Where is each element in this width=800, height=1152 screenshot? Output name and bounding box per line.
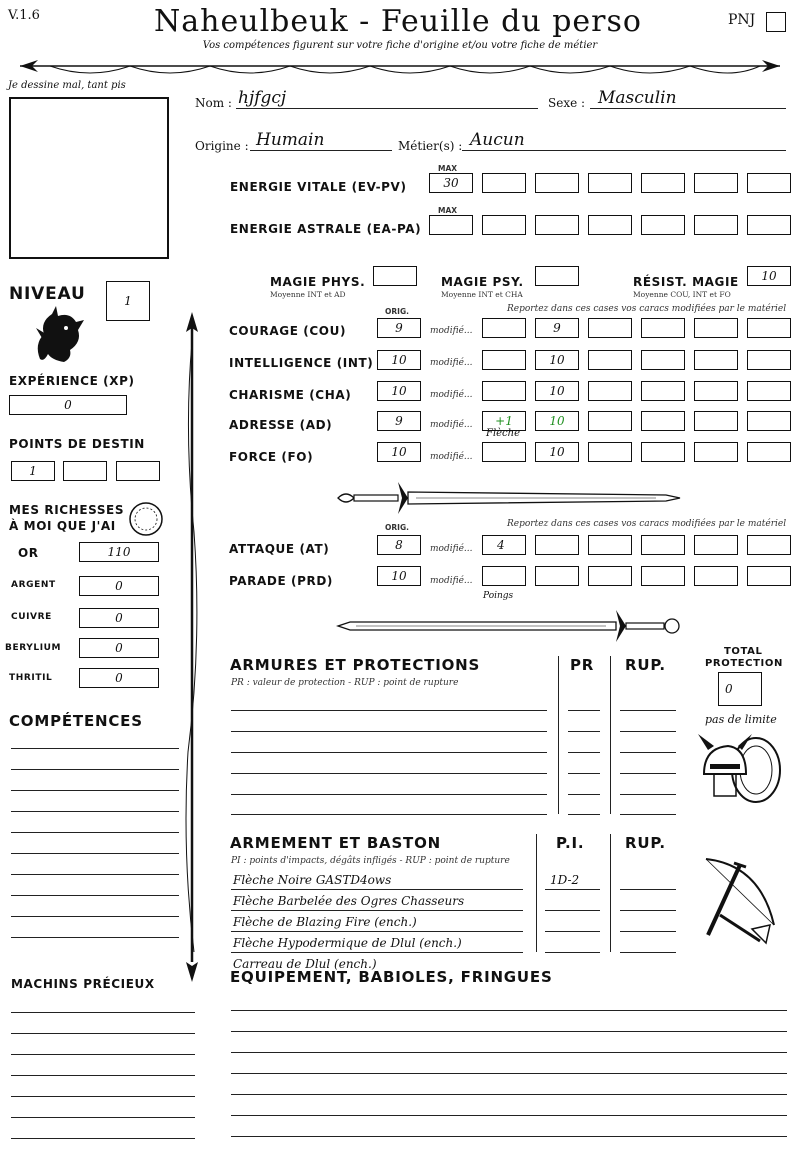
magie-phys-box[interactable] (373, 266, 417, 286)
page-title: Naheulbeuk - Feuille du perso (154, 4, 642, 39)
stat-mod-int-5[interactable] (694, 350, 738, 370)
metier-underline (462, 150, 786, 151)
weapon-pi[interactable]: 1D-2 (550, 873, 580, 887)
stat-mod-ad-note: Flèche (486, 428, 521, 439)
ev-max-box[interactable]: 30 (429, 173, 473, 193)
armures-note: PR : valeur de protection - RUP : point de rupture (231, 678, 459, 688)
sexe-underline (590, 108, 786, 109)
ev-box-6[interactable] (694, 173, 738, 193)
stats-report-note: Reportez dans ces cases vos caracs modifiées par le matériel (507, 304, 787, 314)
ea-box-4[interactable] (588, 215, 632, 235)
weapon-line (231, 952, 523, 953)
armures-pr-line (568, 794, 600, 795)
combat-mod-at-6[interactable] (747, 535, 791, 555)
stat-mod-ad-6[interactable] (747, 411, 791, 431)
richesses-label-1: MES RICHESSES (9, 503, 125, 517)
weapon-rup-line (620, 952, 676, 953)
stat-mod-cou-2[interactable]: 9 (535, 318, 579, 338)
stat-mod-int-1[interactable] (482, 350, 526, 370)
armures-rup-line (620, 814, 676, 815)
nom-underline (236, 108, 538, 109)
wealth-name-argent: ARGENT (11, 580, 56, 590)
equipment-line (231, 1010, 787, 1011)
armement-title: ARMEMENT ET BASTON (230, 834, 441, 852)
destin-box-1[interactable]: 1 (11, 461, 55, 481)
nom-value[interactable]: hjfgcj (238, 88, 287, 108)
destin-label: POINTS DE DESTIN (9, 437, 145, 451)
stat-modif-label: modifié... (430, 326, 473, 336)
armures-pr-label: PR (570, 656, 595, 674)
stat-mod-ad-4[interactable] (641, 411, 685, 431)
competences-title: COMPÉTENCES (9, 712, 143, 730)
weapon-name[interactable]: Flèche Hypodermique de Dlul (ench.) (233, 936, 462, 950)
ev-max-label: MAX (438, 164, 458, 173)
combat-modif-label: modifié... (430, 544, 473, 554)
weapon-pi-line (545, 931, 600, 932)
resist-magie-note: Moyenne COU, INT et FO (633, 290, 731, 299)
stat-label-cou: COURAGE (COU) (229, 324, 347, 338)
stat-mod-cha-4[interactable] (641, 381, 685, 401)
destin-box-2[interactable] (63, 461, 107, 481)
spear-icon (180, 312, 204, 982)
origine-label: Origine : (195, 139, 249, 153)
stats-orig-label: ORIG. (385, 307, 409, 316)
combat-mod-at-2[interactable] (535, 535, 579, 555)
armures-rup-line (620, 773, 676, 774)
skill-line (11, 790, 179, 791)
stat-mod-cha-3[interactable] (588, 381, 632, 401)
vine-divider (10, 54, 790, 80)
portrait-caption: Je dessine mal, tant pis (8, 80, 126, 91)
xp-label: EXPÉRIENCE (XP) (9, 374, 135, 388)
magie-phys-label: MAGIE PHYS. (270, 275, 366, 289)
combat-mod-prd-1[interactable] (482, 566, 526, 586)
stat-mod-cou-1[interactable] (482, 318, 526, 338)
armures-line (231, 731, 547, 732)
combat-report-note: Reportez dans ces cases vos caracs modifiées par le matériel (507, 519, 787, 529)
stat-mod-int-3[interactable] (588, 350, 632, 370)
pnj-label: PNJ (728, 12, 756, 28)
armures-line (231, 710, 547, 711)
weapon-pi-line (545, 889, 600, 890)
skill-line (11, 916, 179, 917)
niveau-box[interactable]: 1 (106, 281, 150, 321)
weapon-line (231, 910, 523, 911)
sexe-value[interactable]: Masculin (598, 88, 677, 108)
stat-mod-ad-1[interactable]: +1 (482, 411, 526, 431)
stat-mod-ad-5[interactable] (694, 411, 738, 431)
weapons-crossed-icon (690, 855, 790, 947)
armures-title: ARMURES ET PROTECTIONS (230, 656, 481, 674)
weapon-pi-line (545, 952, 600, 953)
stat-mod-ad-3[interactable] (588, 411, 632, 431)
machins-precieux-title: MACHINS PRÉCIEUX (11, 977, 155, 991)
stat-mod-cou-5[interactable] (694, 318, 738, 338)
armures-line (231, 794, 547, 795)
combat-mod-at-1[interactable]: 4 (482, 535, 526, 555)
wealth-box-or[interactable]: 110 (79, 542, 159, 562)
richesses-label-2: À MOI QUE J'AI (9, 519, 116, 533)
total-protection-label-1: TOTAL (724, 646, 763, 657)
treasure-line (11, 1075, 195, 1076)
equipement-title: EQUIPEMENT, BABIOLES, FRINGUES (230, 968, 553, 986)
equipment-line (231, 1073, 787, 1074)
wealth-box-argent[interactable]: 0 (79, 576, 159, 596)
helmet-shield-icon (694, 724, 786, 812)
treasure-line (11, 1054, 195, 1055)
version-label: V.1.6 (8, 8, 40, 23)
xp-box[interactable]: 0 (9, 395, 127, 415)
weapon-line (231, 889, 523, 890)
stat-modif-label: modifié... (430, 420, 473, 430)
stat-label-int: INTELLIGENCE (INT) (229, 356, 374, 370)
ea-label: ENERGIE ASTRALE (EA-PA) (230, 222, 422, 236)
armures-rup-line (620, 752, 676, 753)
stat-modif-label: modifié... (430, 358, 473, 368)
magie-phys-note: Moyenne INT et AD (270, 290, 346, 299)
skill-line (11, 748, 179, 749)
treasure-line (11, 1012, 195, 1013)
skill-line (11, 769, 179, 770)
weapon-rup-line (620, 910, 676, 911)
stat-orig-int[interactable]: 10 (377, 350, 421, 370)
magie-psy-label: MAGIE PSY. (441, 275, 524, 289)
armures-line (231, 752, 547, 753)
weapon-rup-line (620, 931, 676, 932)
treasure-line (11, 1138, 195, 1139)
stat-mod-cha-1[interactable] (482, 381, 526, 401)
stat-label-fo: FORCE (FO) (229, 450, 314, 464)
stat-mod-fo-6[interactable] (747, 442, 791, 462)
skill-line (11, 853, 179, 854)
combat-mod-prd-4[interactable] (641, 566, 685, 586)
skill-line (11, 811, 179, 812)
wealth-box-berylium[interactable]: 0 (79, 638, 159, 658)
skill-line (11, 937, 179, 938)
stat-mod-fo-3[interactable] (588, 442, 632, 462)
armement-col-divider (610, 834, 611, 952)
combat-mod-at-5[interactable] (694, 535, 738, 555)
ev-box-7[interactable] (747, 173, 791, 193)
armement-note: PI : points d'impacts, dégâts infligés - RUP : point de rupture (231, 856, 510, 866)
treasure-line (11, 1096, 195, 1097)
armement-pi-label: P.I. (556, 834, 585, 852)
ea-max-label: MAX (438, 206, 458, 215)
skill-line (11, 895, 179, 896)
stat-mod-int-6[interactable] (747, 350, 791, 370)
combat-orig-prd[interactable]: 10 (377, 566, 421, 586)
wealth-box-cuivre[interactable]: 0 (79, 608, 159, 628)
combat-label-at: ATTAQUE (AT) (229, 542, 330, 556)
total-protection-box[interactable]: 0 (718, 672, 762, 706)
combat-mod-at-3[interactable] (588, 535, 632, 555)
weapon-pi-line (545, 910, 600, 911)
stat-mod-fo-5[interactable] (694, 442, 738, 462)
stat-orig-cha[interactable]: 10 (377, 381, 421, 401)
stat-modif-label: modifié... (430, 452, 473, 462)
stat-orig-fo[interactable]: 10 (377, 442, 421, 462)
armement-col-divider (536, 834, 537, 952)
weapon-name[interactable]: Flèche Noire GASTD4ows (233, 873, 392, 887)
dragon-icon (30, 304, 86, 364)
stat-mod-cha-6[interactable] (747, 381, 791, 401)
pnj-checkbox[interactable] (766, 12, 786, 32)
stat-label-ad: ADRESSE (AD) (229, 418, 333, 432)
ea-box-5[interactable] (641, 215, 685, 235)
resist-magie-label: RÉSIST. MAGIE (633, 275, 739, 289)
ea-box-1[interactable] (429, 215, 473, 235)
sexe-label: Sexe : (548, 96, 586, 110)
wealth-name-berylium: BERYLIUM (5, 643, 62, 653)
armures-pr-line (568, 814, 600, 815)
skill-line (11, 874, 179, 875)
weapon-line (231, 931, 523, 932)
resist-magie-box[interactable]: 10 (747, 266, 791, 286)
weapon-name[interactable]: Carreau de Dlul (ench.) (233, 957, 377, 971)
equipment-line (231, 1136, 787, 1137)
ev-box-3[interactable] (535, 173, 579, 193)
nom-label: Nom : (195, 96, 232, 110)
armures-pr-line (568, 752, 600, 753)
combat-mod-prd-5[interactable] (694, 566, 738, 586)
wealth-box-thritil[interactable]: 0 (79, 668, 159, 688)
armures-pr-line (568, 731, 600, 732)
armement-rup-label: RUP. (625, 834, 666, 852)
pas-de-limite-note: pas de limite (705, 713, 777, 726)
combat-orig-at[interactable]: 8 (377, 535, 421, 555)
stat-mod-cou-4[interactable] (641, 318, 685, 338)
wealth-name-thritil: THRITIL (9, 673, 53, 683)
stat-mod-fo-2[interactable]: 10 (535, 442, 579, 462)
combat-orig-label: ORIG. (385, 523, 409, 532)
niveau-label: NIVEAU (9, 284, 86, 304)
origine-value[interactable]: Humain (256, 130, 325, 150)
ev-box-2[interactable] (482, 173, 526, 193)
armures-rup-label: RUP. (625, 656, 666, 674)
equipment-line (231, 1115, 787, 1116)
armures-line (231, 773, 547, 774)
skill-line (11, 832, 179, 833)
ea-box-3[interactable] (535, 215, 579, 235)
stat-mod-fo-4[interactable] (641, 442, 685, 462)
poings-note: Poings (483, 591, 514, 601)
stat-mod-cou-3[interactable] (588, 318, 632, 338)
combat-mod-prd-3[interactable] (588, 566, 632, 586)
stat-mod-ad-2[interactable]: 10 (535, 411, 579, 431)
magie-psy-box[interactable] (535, 266, 579, 286)
treasure-line (11, 1033, 195, 1034)
armures-pr-line (568, 773, 600, 774)
armures-col-divider (610, 656, 611, 814)
ev-box-5[interactable] (641, 173, 685, 193)
armures-rup-line (620, 794, 676, 795)
equipment-line (231, 1052, 787, 1053)
weapon-name[interactable]: Flèche Barbelée des Ogres Chasseurs (233, 894, 465, 908)
sword-icon (336, 608, 682, 644)
sword-icon (336, 478, 682, 518)
ev-box-4[interactable] (588, 173, 632, 193)
stat-orig-cou[interactable]: 9 (377, 318, 421, 338)
combat-mod-prd-6[interactable] (747, 566, 791, 586)
weapon-name[interactable]: Flèche de Blazing Fire (ench.) (233, 915, 417, 929)
equipment-line (231, 1094, 787, 1095)
armures-line (231, 814, 547, 815)
stat-mod-cha-5[interactable] (694, 381, 738, 401)
armures-pr-line (568, 710, 600, 711)
combat-modif-label: modifié... (430, 576, 473, 586)
portrait-frame[interactable] (9, 97, 169, 259)
magie-psy-note: Moyenne INT et CHA (441, 290, 523, 299)
ev-label: ENERGIE VITALE (EV-PV) (230, 180, 407, 194)
wealth-name-or: OR (18, 546, 39, 560)
page-subtitle: Vos compétences figurent sur votre fiche d'origine et/ou votre fiche de métier (202, 40, 598, 51)
origine-underline (250, 150, 392, 151)
armures-rup-line (620, 710, 676, 711)
ea-box-7[interactable] (747, 215, 791, 235)
treasure-line (11, 1117, 195, 1118)
total-protection-label-2: PROTECTION (705, 658, 783, 669)
stat-modif-label: modifié... (430, 390, 473, 400)
stat-mod-int-2[interactable]: 10 (535, 350, 579, 370)
combat-mod-prd-2[interactable] (535, 566, 579, 586)
ea-box-6[interactable] (694, 215, 738, 235)
armures-rup-line (620, 731, 676, 732)
armures-col-divider (558, 656, 559, 814)
metier-label: Métier(s) : (398, 139, 463, 153)
metier-value[interactable]: Aucun (470, 130, 525, 150)
stat-mod-int-4[interactable] (641, 350, 685, 370)
coin-icon (128, 501, 164, 537)
stat-mod-cha-2[interactable]: 10 (535, 381, 579, 401)
stat-label-cha: CHARISME (CHA) (229, 388, 352, 402)
destin-box-3[interactable] (116, 461, 160, 481)
stat-mod-cou-6[interactable] (747, 318, 791, 338)
combat-label-prd: PARADE (PRD) (229, 574, 334, 588)
stat-orig-ad[interactable]: 9 (377, 411, 421, 431)
stat-mod-fo-1[interactable] (482, 442, 526, 462)
weapon-rup-line (620, 889, 676, 890)
combat-mod-at-4[interactable] (641, 535, 685, 555)
wealth-name-cuivre: CUIVRE (11, 612, 52, 622)
ea-box-2[interactable] (482, 215, 526, 235)
equipment-line (231, 1031, 787, 1032)
